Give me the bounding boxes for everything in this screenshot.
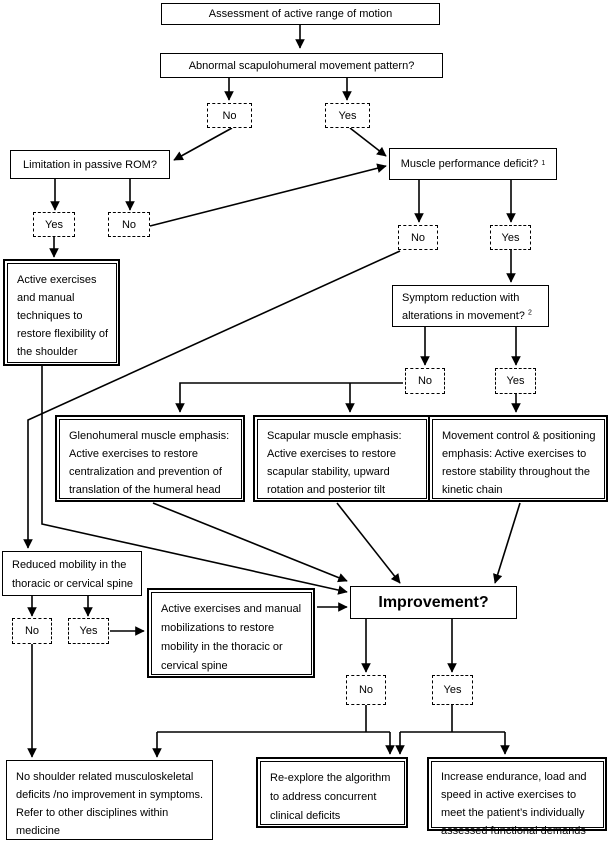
footnote-2: 2 — [527, 309, 532, 317]
node-flexibility-treatment: Active exercises and manual techniques to restore flexibility of the shoulder — [3, 259, 120, 366]
node-glenohumeral: Glenohumeral muscle emphasis: Active exercises to restore centralization and prevention of translation of the humeral head — [55, 415, 245, 502]
node-reexplore: Re-explore the algorithm to address concurrent clinical deficits — [256, 757, 408, 828]
decision-symptom-yes: Yes — [495, 368, 536, 394]
decision-deficit-yes: Yes — [490, 225, 531, 250]
decision-mobility-no: No — [12, 618, 52, 644]
node-muscle-deficit: Muscle performance deficit? 1 — [389, 148, 557, 180]
arrow-yes1-to-muscle-deficit — [350, 128, 386, 156]
node-spine-treatment: Active exercises and manual mobilizations to restore mobility in the thoracic or cervical spine — [147, 588, 315, 678]
arrow-no2-to-muscle-deficit — [150, 166, 386, 226]
decision-improvement-no: No — [346, 675, 386, 705]
muscle-deficit-label: Muscle performance deficit? — [400, 158, 539, 170]
decision-abnormal-no: No — [207, 103, 252, 128]
node-symptom-reduction — [392, 285, 549, 327]
node-assessment: Assessment of active range of motion — [161, 3, 440, 25]
node-passive-rom: Limitation in passive ROM? — [10, 150, 170, 179]
decision-rom-no: No — [108, 212, 150, 237]
decision-deficit-no: No — [398, 225, 438, 250]
arrow-no1-to-passive-rom — [174, 128, 232, 160]
node-movement-control: Movement control & positioning emphasis: Active exercises to restore stability throughout the kinetic chain — [428, 415, 608, 502]
decision-mobility-yes: Yes — [68, 618, 109, 644]
decision-symptom-no: No — [405, 368, 445, 394]
decision-rom-yes: Yes — [33, 212, 75, 237]
node-scapular: Scapular muscle emphasis: Active exercises to restore scapular stability, upward rotation and posterior tilt — [253, 415, 430, 502]
arrow-movement-control-to-improvement — [495, 503, 520, 583]
arrow-scapular-to-improvement — [337, 503, 400, 583]
node-reduced-mobility: Reduced mobility in the thoracic or cervical spine — [2, 551, 142, 596]
arrow-no4-to-glenohumeral — [180, 383, 403, 412]
decision-abnormal-yes: Yes — [325, 103, 370, 128]
symptom-reduction-label: Symptom reduction with alterations in movement? — [402, 292, 525, 322]
node-abnormal-pattern: Abnormal scapulohumeral movement pattern? — [160, 53, 443, 78]
node-increase-endurance: Increase endurance, load and speed in active exercises to meet the patient’s individually assessed functional demands — [427, 757, 607, 831]
node-no-deficits: No shoulder related musculoskeletal deficits /no improvement in symptoms. Refer to other disciplines within medicine — [6, 760, 213, 840]
node-improvement: Improvement? — [350, 586, 517, 619]
decision-improvement-yes: Yes — [432, 675, 473, 705]
arrow-glenohumeral-to-improvement — [153, 503, 347, 581]
